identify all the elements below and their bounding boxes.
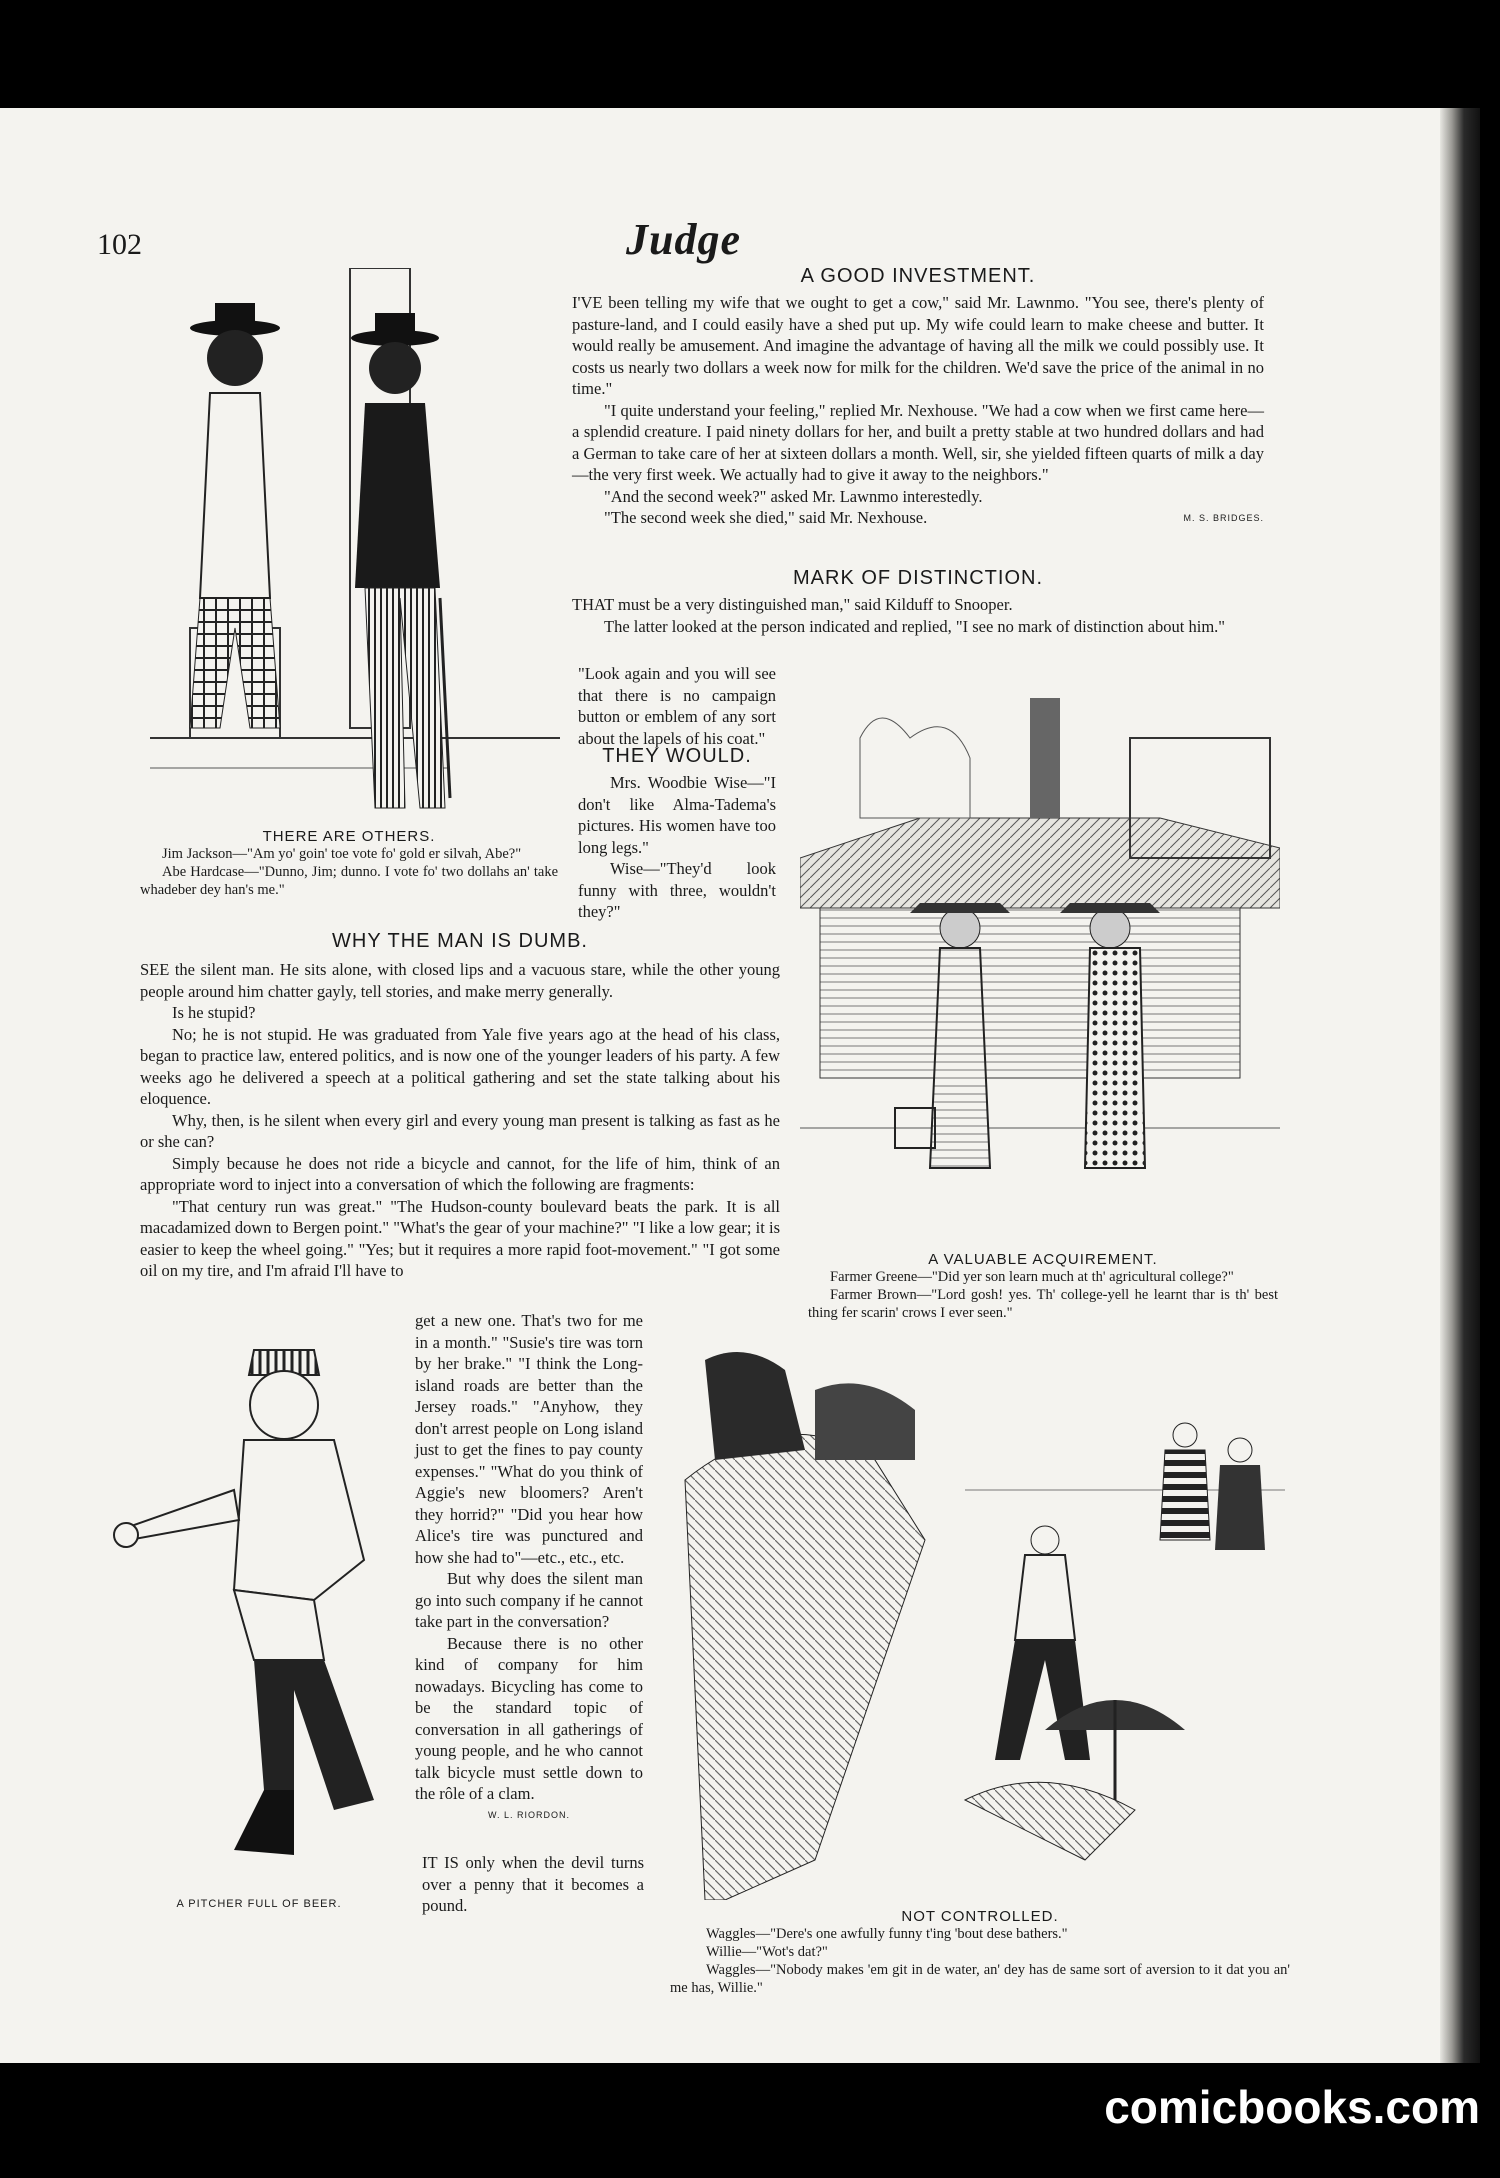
filler-devil-paragraph (422, 1852, 644, 1917)
article-title: A GOOD INVESTMENT. (800, 265, 1036, 287)
article-title: THEY WOULD. (602, 745, 752, 767)
article-continuation (415, 1310, 643, 1826)
dialogue-line: Jim Jackson—"Am yo' goin' toe vote fo' gold er silvah, Abe?" (162, 846, 522, 862)
article-title: MARK OF DISTINCTION. (793, 567, 1043, 589)
illustration-pitcher (104, 1330, 414, 1875)
illustration-there-are-others (150, 268, 560, 826)
page-gutter (1440, 108, 1480, 2063)
dialogue-line: Farmer Greene—"Did yer son learn much at th' agricultural college?" (830, 1269, 1234, 1285)
site-watermark: comicbooks.com (1104, 2081, 1480, 2133)
article-they-would (578, 745, 776, 923)
dialogue-line: Farmer Brown—"Lord gosh! yes. Th' college-yell he learnt thar is th' best thing fer scarin' crows I ever seen." (808, 1287, 1278, 1321)
article-paragraph: THAT must be a very distinguished man," said Kilduff to Snooper. (572, 595, 1013, 614)
dialogue-line: Abe Hardcase—"Dunno, Jim; dunno. I vote fo' two dollahs an' take whadeber dey han's me." (140, 864, 558, 898)
byline: M. S. BRIDGES. (1183, 512, 1264, 523)
article-paragraph: "I quite understand your feeling," replied Mr. Nexhouse. "We had a cow when we first came here—a splendid creature. I paid ninety dollars for her, and built a pretty stable at two hundred dollars and had a German to take care of her at sixteen dollars a month. Well, sir, she yielded fifteen quarts of milk a day—the very first week. We actually had to give it away to the neighbors." (572, 400, 1264, 484)
article-paragraph: Mrs. Woodbie Wise—"I don't like Alma-Tadema's pictures. His women have too long legs." (578, 773, 776, 857)
byline: W. L. RIORDON. (487, 1809, 570, 1820)
dialogue-line: Willie—"Wot's dat?" (706, 1944, 828, 1960)
article-paragraph: SEE the silent man. He sits alone, with closed lips and a vacuous stare, while the other young people around him chatter gayly, tell stories, and make merry generally. (140, 960, 780, 1001)
article-paragraph: But why does the silent man go into such company if he cannot take part in the conversation? (415, 1569, 643, 1631)
article-good-investment (572, 265, 1264, 527)
page-number: 102 (97, 228, 142, 261)
article-paragraph: "The second week she died," said Mr. Nexhouse. (604, 508, 928, 527)
article-paragraph: IT IS only when the devil turns over a penny that it becomes a pound. (422, 1853, 644, 1915)
article-why-dumb (140, 930, 780, 1282)
article-paragraph: Simply because he does not ride a bicycle and cannot, for the life of him, think of an appropriate word to inject into a conversation of which the following are fragments: (140, 1153, 780, 1194)
article-paragraph: Because there is no other kind of company for him nowadays. Bicycling has come to be the standard topic of conversation in all gatherings of young people, and he who cannot talk bicycle must settle down to the rôle of a clam. (415, 1633, 643, 1803)
article-paragraph: "That century run was great." "The Hudson-county boulevard beats the park. It is all macadamized down to Bergen point." "What's the gear of your machine?" "I like a low gear; it is easier to keep the wheel going." "Yes; but it requires a more rapid foot-movement." "I got some oil on my tire, and I'm afraid I'll have to (140, 1196, 780, 1280)
caption-not-controlled (670, 1908, 1290, 1997)
caption-pitcher: A PITCHER FULL OF BEER. (176, 1898, 342, 1910)
article-paragraph: I'VE been telling my wife that we ought to get a cow," said Mr. Lawnmo. "You see, there's plenty of pasture-land, and I could easily have a shed put up. My wife could learn to make cheese and butter. It would really be amusement. And imagine the advantage of having all the milk we could possibly use. It costs us nearly two dollars a week now for milk for the children. We'd save the price of the animal in no time." (572, 293, 1264, 398)
masthead-logo: Judge (626, 215, 741, 264)
article-paragraph: Wise—"They'd look funny with three, wouldn't they?" (578, 859, 776, 921)
caption-title: A VALUABLE ACQUIREMENT. (928, 1251, 1158, 1268)
article-paragraph: Why, then, is he silent when every girl and every young man present is talking as fast as he or she can? (140, 1110, 780, 1151)
caption-there-are-others (140, 828, 558, 899)
article-paragraph: get a new one. That's two for me in a month." "Susie's tire was torn by her brake." "I think the Long-island roads are better than the Jersey roads." "Anyhow, they don't arrest people on Long island just to get the fines to pay county expenses." "What do you think of Aggie's new bloomers? Aren't they horrid?" "Did you hear how Alice's tire was punctured and how she had to"—etc., etc., etc. (415, 1311, 643, 1567)
illustration-valuable-acquirement (800, 698, 1280, 1208)
article-title: WHY THE MAN IS DUMB. (332, 930, 588, 952)
article-paragraph: Is he stupid? (172, 1003, 256, 1022)
article-paragraph: No; he is not stupid. He was graduated from Yale five years ago at the head of his class, began to practice law, entered politics, and is now one of the younger leaders of his party. A few weeks ago he delivered a speech at a political gathering and set the state talking about his eloquence. (140, 1024, 780, 1108)
article-paragraph: The latter looked at the person indicated and replied, "I see no mark of distinction about him." (604, 616, 1226, 636)
article-paragraph: "And the second week?" asked Mr. Lawnmo interestedly. (604, 486, 983, 506)
caption-valuable-acquirement (808, 1251, 1278, 1322)
caption-title: NOT CONTROLLED. (901, 1908, 1059, 1925)
illustration-not-controlled (665, 1340, 1285, 1900)
article-paragraph: "Look again and you will see that there is no campaign button or emblem of any sort about the lapels of his coat." (578, 664, 776, 748)
article-mark-of-distinction (572, 567, 1264, 637)
dialogue-line: Waggles—"Nobody makes 'em git in de water, an' dey has de same sort of aversion to it dat you an' me has, Willie." (670, 1962, 1290, 1996)
caption-title: THERE ARE OTHERS. (262, 828, 436, 845)
dialogue-line: Waggles—"Dere's one awfully funny t'ing 'bout dese bathers." (706, 1926, 1068, 1942)
